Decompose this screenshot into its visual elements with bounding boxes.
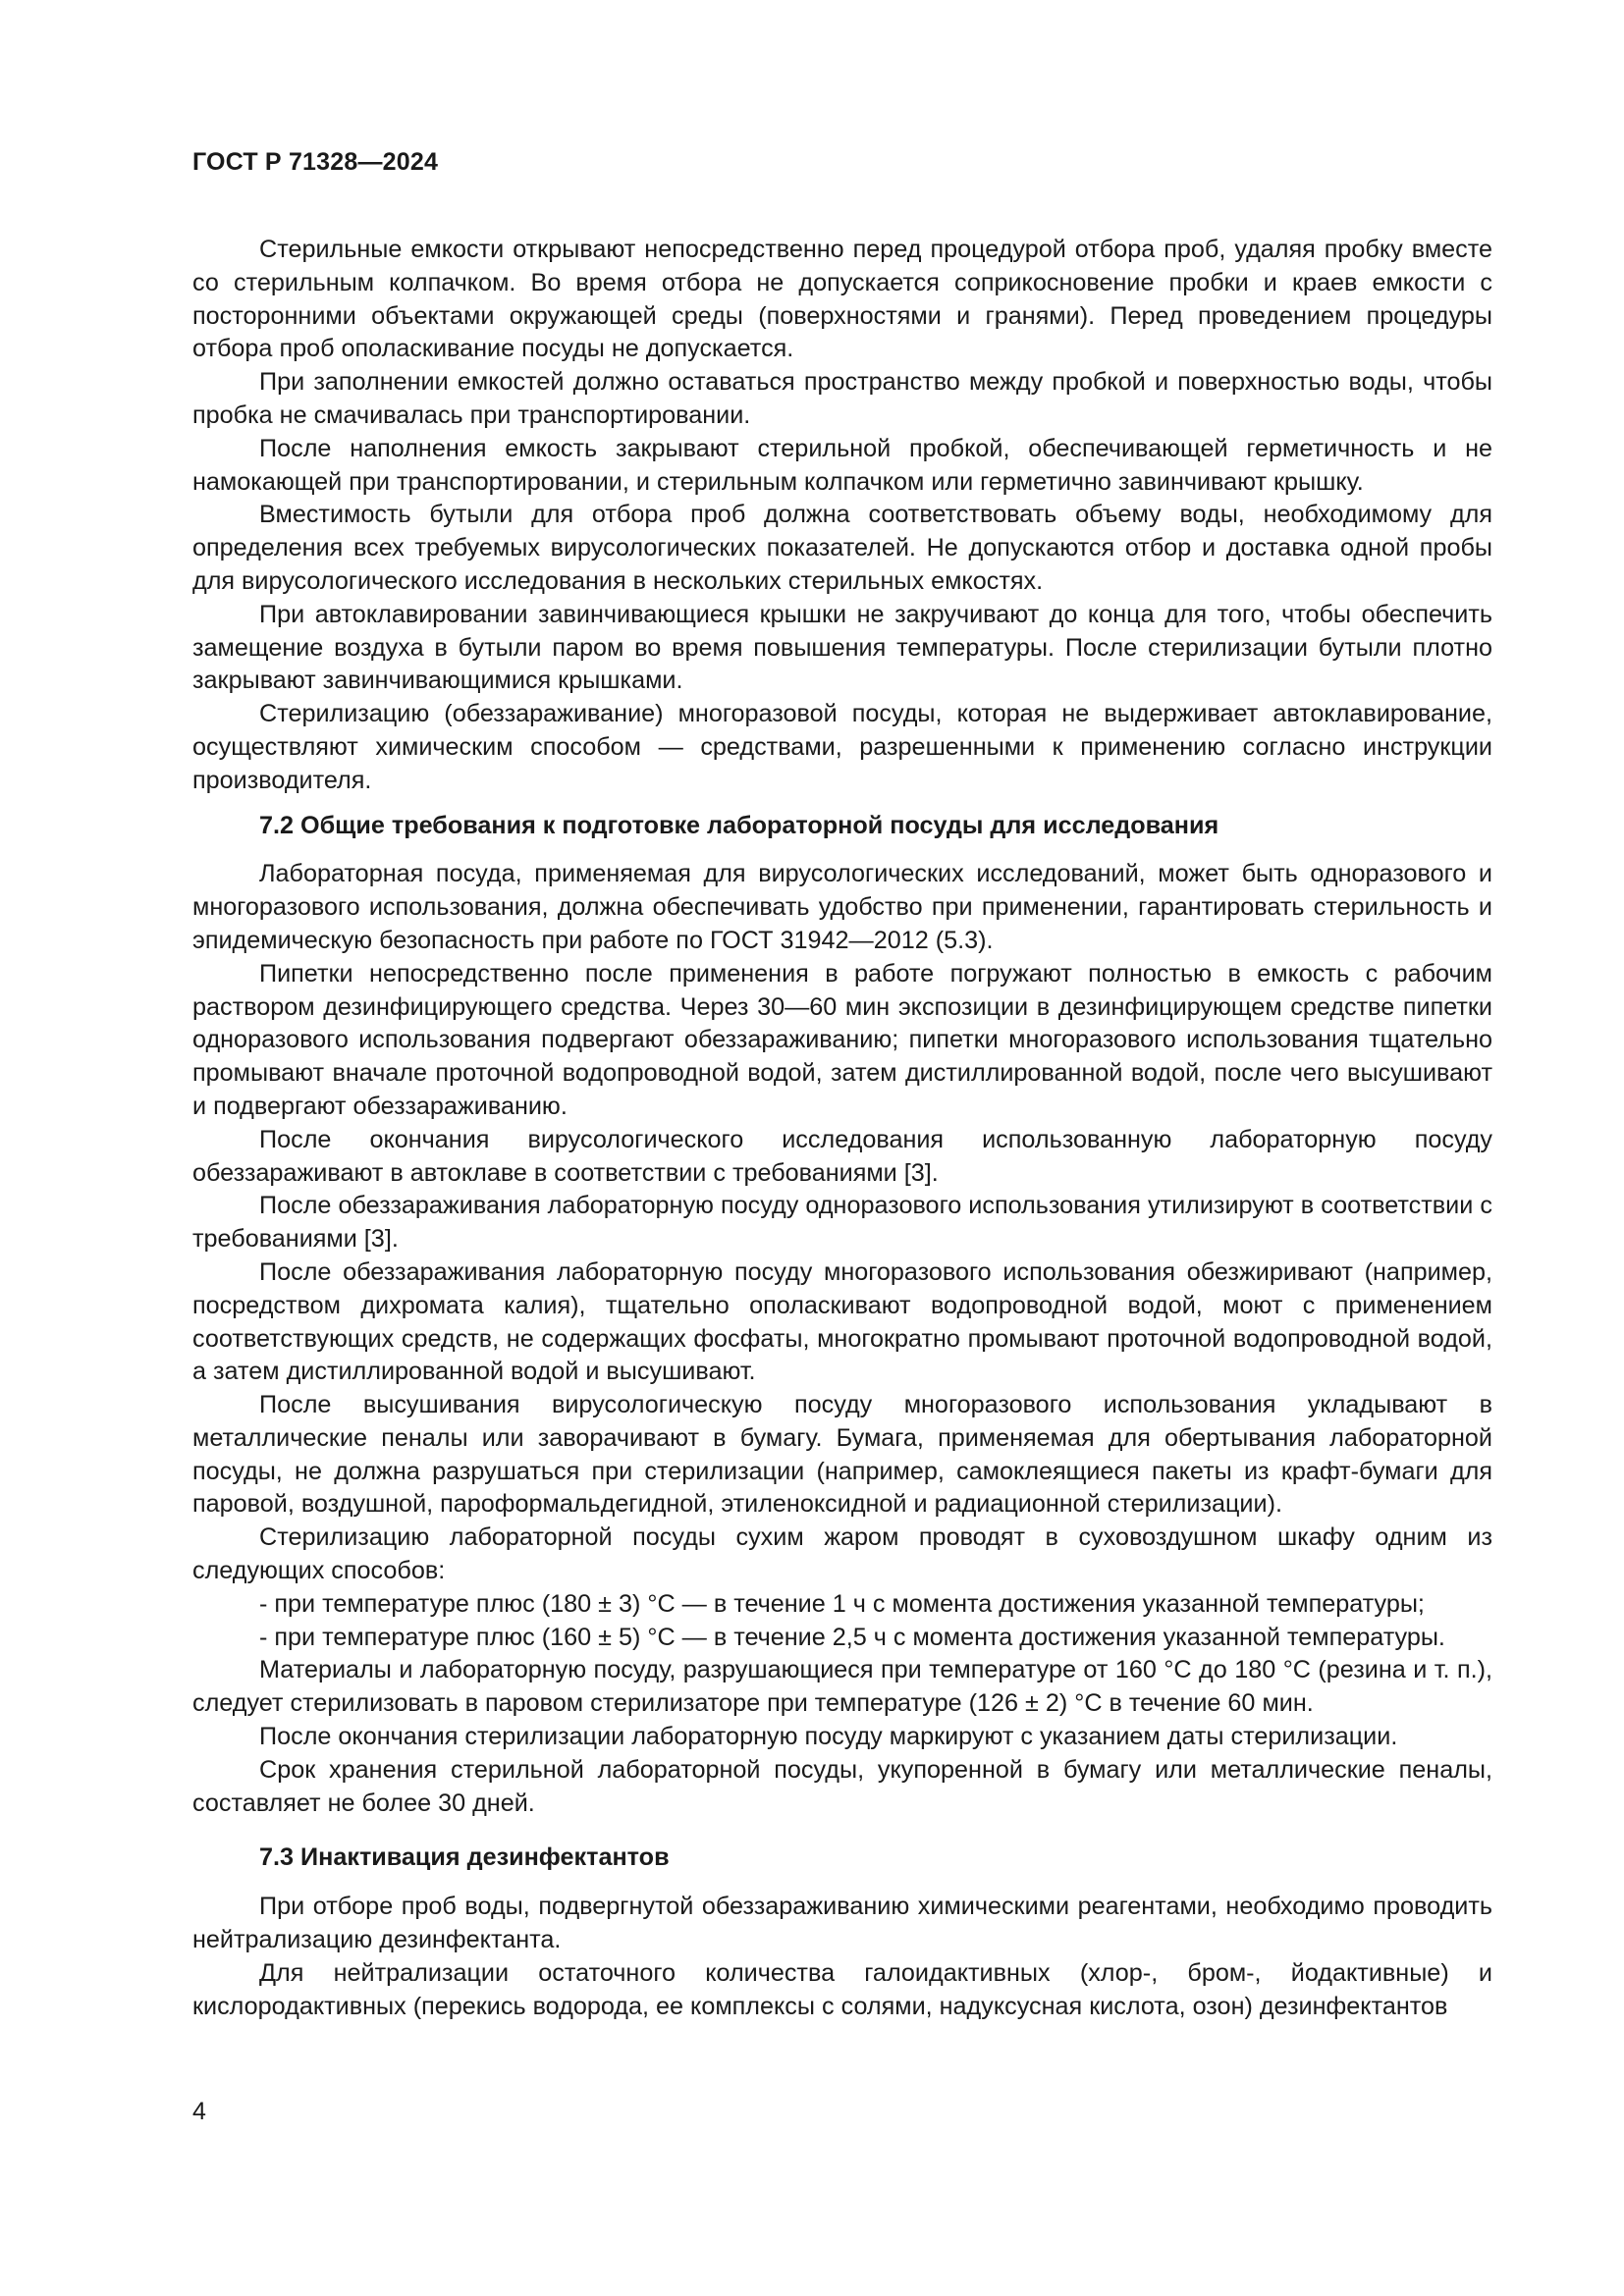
paragraph: Лабораторная посуда, применяемая для вирусологических исследований, может быть одноразового и многоразового использования, должна обеспечивать удобство при применении, гарантировать стерильность и эпидемическую безопасность при работе по ГОСТ 31942—2012 (5.3). [192,860,1492,954]
document-page [192,147,1492,2023]
paragraph: Срок хранения стерильной лабораторной посуды, укупоренной в бумагу или металлические пеналы, составляет не более 30 дней. [192,1755,1492,1817]
page-number: 4 [192,2098,206,2125]
paragraph: При автоклавировании завинчивающиеся крышки не закручивают до конца для того, чтобы обеспечить замещение воздуха в бутыли паром во время повышения температуры. После стерилизации бутыли плотно закрывают завинчивающимися крышками. [192,600,1492,695]
paragraph: При заполнении емкостей должно оставаться пространство между пробкой и поверхностью воды, чтобы пробка не смачивалась при транспортировании. [192,368,1492,429]
paragraph: Вместимость бутыли для отбора проб должна соответствовать объему воды, необходимому для определения всех требуемых вирусологических показателей. Не допускаются отбор и доставка одной пробы для вирусологического исследования в нескольких стерильных емкостях. [192,501,1492,595]
paragraph: Стерильные емкости открывают непосредственно перед процедурой отбора проб, удаляя пробку вместе со стерильным колпачком. Во время отбора не допускается соприкосновение пробки и краев емкости с посторонними объектами окружающей среды (поверхностями и гранями). Перед проведением процедуры отбора проб ополаскивание посуды не допускается. [192,236,1492,363]
paragraph: После окончания вирусологического исследования использованную лабораторную посуду обеззараживают в автоклаве в соответствии с требованиями [3]. [192,1125,1492,1187]
list-item: - при температуре плюс (160 ± 5) °С — в течение 2,5 ч с момента достижения указанной температуры. [259,1623,1445,1651]
paragraph: После наполнения емкость закрывают стерильной пробкой, обеспечивающей герметичность и не намокающей при транспортировании, и стерильным колпачком или герметично завинчивают крышку. [192,434,1492,496]
paragraph: После высушивания вирусологическую посуду многоразового использования укладывают в металлические пеналы или заворачивают в бумагу. Бумага, применяемая для обертывания лабораторной посуды, не должна разрушаться при стерилизации (например, самоклеящиеся пакеты из крафт-бумаги для паровой, воздушной, пароформальдегидной, этиленоксидной и радиационной стерилизации). [192,1391,1492,1519]
paragraph: После окончания стерилизации лабораторную посуду маркируют с указанием даты стерилизации. [259,1723,1398,1751]
paragraph: При отборе проб воды, подвергнутой обеззараживанию химическими реагентами, необходимо проводить нейтрализацию дезинфектанта. [192,1893,1492,1954]
section-7-2-title: 7.2 Общие требования к подготовке лабораторной посуды для исследования [259,811,1219,839]
section-7-3-title: 7.3 Инактивация дезинфектантов [259,1843,670,1872]
paragraph: Пипетки непосредственно после применения в работе погружают полностью в емкость с рабочим раствором дезинфицирующего средства. Через 30—60 мин экспозиции в дезинфицирующем средстве пипетки одноразового использования подвергают обеззараживанию; пипетки многоразового использования тщательно промывают вначале проточной водопроводной водой, затем дистиллированной водой, после чего высушивают и подвергают обеззараживанию. [192,959,1492,1120]
list-item: - при температуре плюс (180 ± 3) °С — в течение 1 ч с момента достижения указанной температуры; [259,1589,1425,1618]
paragraph: Стерилизацию лабораторной посуды сухим жаром проводят в суховоздушном шкафу одним из следующих способов: [192,1523,1492,1585]
paragraph: После обеззараживания лабораторную посуду одноразового использования утилизируют в соответствии с требованиями [3]. [192,1192,1492,1254]
paragraph: После обеззараживания лабораторную посуду многоразового использования обезжиривают (например, посредством дихромата калия), тщательно ополаскивают водопроводной водой, моют с применением соответствующих средств, не содержащих фосфаты, многократно промывают проточной водопроводной водой, а затем дистиллированной водой и высушивают. [192,1257,1492,1386]
document-code-header: ГОСТ Р 71328—2024 [192,148,439,176]
paragraph: Материалы и лабораторную посуду, разрушающиеся при температуре от 160 °С до 180 °С (резина и т. п.), следует стерилизовать в паровом стерилизаторе при температуре (126 ± 2) °С в течение 60 мин. [192,1656,1492,1718]
paragraph: Стерилизацию (обеззараживание) многоразовой посуды, которая не выдерживает автоклавирование, осуществляют химическим способом — средствами, разрешенными к применению согласно инструкции производителя. [192,700,1492,794]
paragraph: Для нейтрализации остаточного количества галоидактивных (хлор-, бром-, йодактивные) и кислородактивных (перекись водорода, ее комплексы с солями, надуксусная кислота, озон) дезинфектантов [192,1958,1492,2020]
